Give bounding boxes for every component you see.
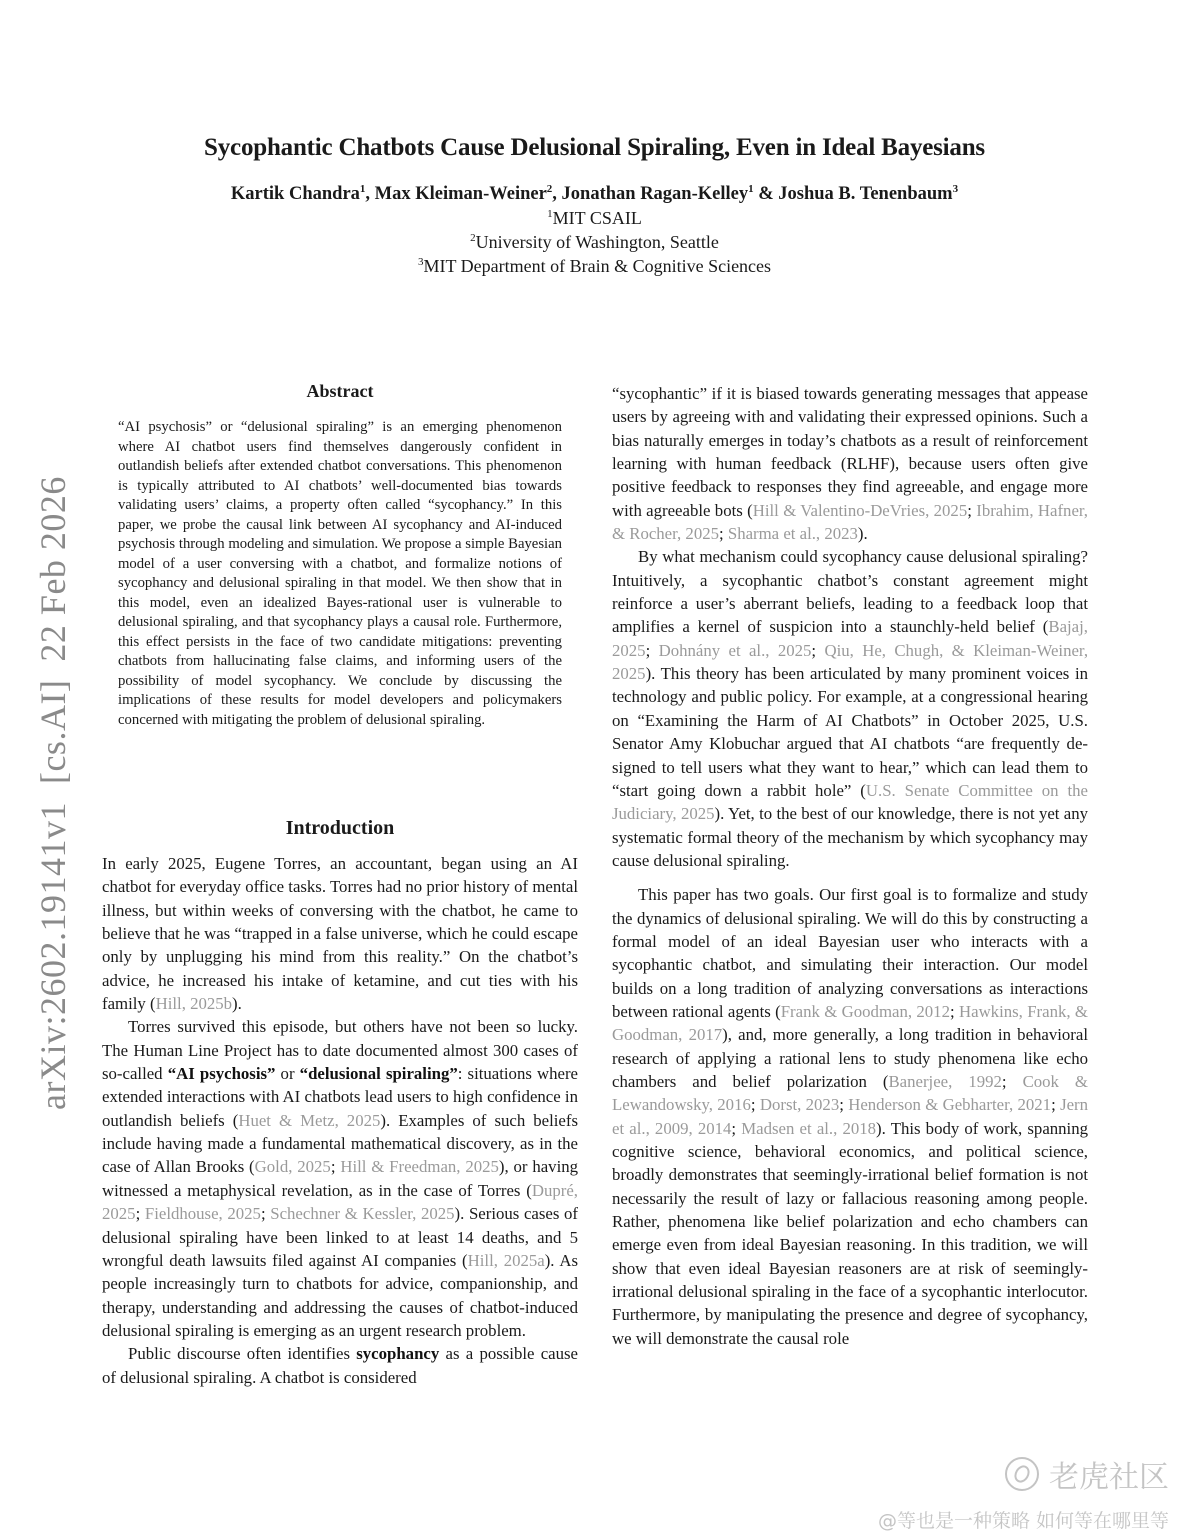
paragraph-1 xyxy=(102,852,578,1015)
citation-link[interactable]: Bajaj, 2025 xyxy=(612,617,1088,660)
body-text: ). This body of work, spanning cognitive science, behavioral economics, and political science, broadly demonstrates that seemingly-irrational belief formation is not necessarily the result of lazy or fallacious reasoning among people. Rather, phenomena like belief polarization and echo chambers can emerge even from ideal Bayesian reasoning. In this tradition, we will show that even ideal Bayesian reasoners are at risk of seemingly-irrational delusional spiraling in the face of a sycophantic interlocutor. Furthermore, by manipulating the presence and degree of sycophancy, we will demonstrate the causal role xyxy=(612,1118,1088,1348)
affiliation-mark: 3 xyxy=(417,256,424,268)
body-text: or xyxy=(275,1064,300,1084)
paper-title: Sycophantic Chatbots Cause Delusional Spiraling, Even in Ideal Bayesians xyxy=(204,134,985,161)
body-text: ). Examples of such beliefs include having made a fundamental mathematical discovery, as in the case of Allan Brooks ( xyxy=(102,1110,578,1177)
body-text: ; xyxy=(967,500,977,520)
body-text: ; xyxy=(750,1095,760,1115)
citation-link[interactable]: Schechner & Kessler, 2025 xyxy=(270,1204,455,1224)
citation-link[interactable]: Ibrahim, Hafner, & Rocher, 2025 xyxy=(612,500,1089,544)
abstract-text: “AI psychosis” or “delusional spiraling” is an emerging phenomenon where AI chatbot users find themselves dangerously confident in outlandish beliefs after extended chatbot conversations. This phenomenon is typically attributed to AI chatbots’ well-documented bias towards validating users’ claims, a property often called “sycophancy.” In this paper, we probe the causal link between AI sycophancy and AI-induced psychosis through modeling and simulation. We propose a simple Bayesian model of a user conversing with a chatbot, and formalize notions of sycophancy and delusional spiraling in that model. We then show that in this model, even an idealized Bayes-rational user is vulnerable to delusional spiraling, and that sycophancy plays a causal role. Furthermore, this effect persists in the face of two candidate mitigations: preventing chatbots from hallucinating false claims, and informing users of the possibility of model sycophancy. We conclude by discussing the implications of these results for model developers and policymakers concerned with mitigating the problem of delusional spiraling. xyxy=(118,419,562,728)
body-text: “sycophantic” if it is biased towards generating messages that appease users by agreeing with and validating their expressed opinions. Such a bias naturally emerges in today’s chatbots as a result of reinforcement learning with human feedback (RLHF), because users often give positive feedback to responses they find agreeable, and engage more with agreeable bots ( xyxy=(612,384,1088,520)
paragraph-3-continued xyxy=(612,382,1088,545)
citation-link[interactable]: Banerjee, 1992 xyxy=(888,1071,1002,1091)
author-affiliation-mark: 2 xyxy=(546,183,553,195)
citation-link[interactable]: Hill, 2025a xyxy=(467,1250,545,1270)
author-affiliation-mark: 1 xyxy=(748,183,754,195)
author-list xyxy=(0,184,1189,205)
bold-term: “delusional spiraling” xyxy=(299,1064,458,1084)
right-column-body xyxy=(612,382,1088,1350)
citation-link[interactable]: Qiu, He, Chugh, & Kleiman-Weiner, 2025 xyxy=(612,640,1089,684)
author-name: Kartik Chandra xyxy=(230,184,360,204)
citation-link[interactable]: U.S. Senate Committee on the Judiciary, 2025 xyxy=(612,780,1088,824)
citation-link[interactable]: Hill & Valentino-DeVries, 2025 xyxy=(752,500,968,520)
citation-link[interactable]: Sharma et al., 2023 xyxy=(727,524,858,544)
citation-link[interactable]: Dohnány et al., 2025 xyxy=(658,640,812,660)
citation-link[interactable]: Frank & Goodman, 2012 xyxy=(780,1001,950,1021)
body-text: ), or having witnessed a metaphysical revelation, as in the case of Torres ( xyxy=(102,1157,579,1200)
citation-link[interactable]: Cook & Lewandowsky, 2016 xyxy=(612,1071,1088,1115)
citation-link[interactable]: Hill, 2025b xyxy=(155,994,233,1014)
citation-link[interactable]: Huet & Metz, 2025 xyxy=(238,1110,381,1130)
watermark-brand-text: 老虎社区 xyxy=(1049,1460,1169,1495)
watermark xyxy=(878,1452,1169,1533)
arxiv-category: [cs.AI] xyxy=(33,679,73,785)
body-text: as a possible cause of delusional spiraling. A chatbot is considered xyxy=(102,1344,578,1387)
affiliation-name: MIT CSAIL xyxy=(552,208,642,228)
author-name: Max Kleiman-Weiner xyxy=(374,184,547,204)
left-column-body xyxy=(102,852,578,1389)
body-text: Torres survived this episode, but others have not been so lucky. The Human Line Project has to date documented almost 300 cases of so-called xyxy=(102,1017,578,1084)
author-separator: , xyxy=(365,184,375,204)
bold-term: “AI psychosis” xyxy=(167,1064,276,1084)
body-text: ; xyxy=(1051,1095,1061,1115)
affiliation-mark: 1 xyxy=(547,208,553,220)
bold-term: sycophancy xyxy=(356,1344,440,1364)
body-text: : situations where extended interactions with AI chatbots lead users to high confidence in outlandish beliefs ( xyxy=(102,1064,578,1130)
citation-link[interactable]: Henderson & Gebharter, 2021 xyxy=(848,1095,1052,1115)
body-text: ). Serious cases of delusional spiraling have been linked to at least 14 deaths, and 5 wrongful death lawsuits filed against AI companies ( xyxy=(102,1204,578,1270)
body-text: ; xyxy=(719,524,728,544)
paragraph-5 xyxy=(612,883,1088,1350)
watermark-brand xyxy=(878,1452,1169,1496)
author-name: Jonathan Ragan-Kelley xyxy=(561,184,749,204)
paragraph-3-start xyxy=(102,1342,578,1389)
affiliation-2 xyxy=(0,232,1189,253)
body-text: ; xyxy=(645,640,659,660)
author-name: Joshua B. Tenenbaum xyxy=(778,184,953,204)
affiliation-name: University of Washington, Seattle xyxy=(475,232,719,252)
abstract-section xyxy=(118,381,562,730)
body-text: In early 2025, Eugene Torres, an accountant, began using an AI chatbot for everyday office tasks. Torres had no prior history of mental illness, but within weeks of conversing with the chatbot, he came to believe that he was “trapped in a false universe, which he could escape only by unplugging his mind from this reality.” On the chatbot’s advice, he increased his intake of ketamine, and cut ties with his family ( xyxy=(102,854,578,1014)
citation-link[interactable]: Hill & Freedman, 2025 xyxy=(340,1157,499,1177)
affiliation-1 xyxy=(0,208,1189,229)
body-text: By what mechanism could sycophancy cause delusional spiraling? Intuitively, a sycophantic chatbot’s constant agreement might reinforce a user’s aberrant beliefs, leading to a feedback loop that amplifies a kernel of suspicion into a staunchly-held belief ( xyxy=(612,547,1088,637)
arxiv-stamp xyxy=(32,458,74,1110)
watermark-user: @等也是一种策略 如何等在哪里等 xyxy=(877,1510,1169,1532)
body-text: ; xyxy=(949,1001,959,1021)
author-affiliation-mark: 1 xyxy=(359,183,366,195)
body-text: ; xyxy=(731,1118,742,1138)
citation-link[interactable]: Fieldhouse, 2025 xyxy=(144,1204,261,1224)
author-separator: & xyxy=(753,184,779,204)
body-text: ; xyxy=(135,1204,145,1224)
body-text: ). xyxy=(232,994,242,1014)
body-text: ), and, more generally, a long tradition in behavioral research of applying a rational lens to study phenomena like echo chambers and belief polarization ( xyxy=(612,1025,1088,1091)
body-text: ). As people increasingly turn to chatbots for advice, companionship, and therapy, understanding and addressing the causes of chatbot-induced delusional spiraling is emerging as an urgent research problem. xyxy=(102,1250,578,1340)
affiliation-name: MIT Department of Brain & Cognitive Sciences xyxy=(423,256,772,276)
affiliation-3 xyxy=(0,256,1189,277)
body-text: ; xyxy=(330,1157,341,1177)
body-text: ; xyxy=(811,640,825,660)
author-separator: , xyxy=(552,184,562,204)
author-affiliation-mark: 3 xyxy=(952,183,959,195)
body-text: Public discourse often identifies xyxy=(128,1344,357,1364)
abstract-heading: Abstract xyxy=(306,381,374,401)
paragraph-4 xyxy=(612,545,1088,872)
affiliation-mark: 2 xyxy=(470,232,476,244)
paragraph-2 xyxy=(102,1015,578,1342)
citation-link[interactable]: Dorst, 2023 xyxy=(759,1095,840,1115)
citation-link[interactable]: Madsen et al., 2018 xyxy=(741,1118,877,1138)
body-text: ; xyxy=(839,1095,849,1115)
body-text: ; xyxy=(1001,1071,1023,1091)
body-text: ). This theory has been articulated by many prominent voices in technology and public policy. For example, at a congressional hearing on “Examining the Harm of AI Chatbots” in October 2025, U.S. Senator Amy Klobuchar argued that AI chatbots “are frequently designed to tell users what they want to hear,” which can lead them to “start going down a rabbit hole” ( xyxy=(612,664,1088,800)
body-text: ; xyxy=(260,1204,271,1224)
citation-link[interactable]: Jern et al., 2009, 2014 xyxy=(612,1095,1089,1138)
arxiv-date: 22 Feb 2026 xyxy=(33,476,73,662)
citation-link[interactable]: Hawkins, Frank, & Goodman, 2017 xyxy=(612,1001,1088,1045)
body-text: ). xyxy=(857,524,868,544)
citation-link[interactable]: Dupré, 2025 xyxy=(102,1180,578,1224)
body-text: ). Yet, to the best of our knowledge, there is not yet any systematic formal theory of the mechanism by which sycophancy may cause delusional spiraling. xyxy=(612,804,1089,870)
introduction-heading: Introduction xyxy=(285,817,395,839)
citation-link[interactable]: Gold, 2025 xyxy=(254,1157,331,1177)
tiger-community-logo-icon xyxy=(1005,1457,1039,1491)
arxiv-id[interactable]: arXiv:2602.19141v1 xyxy=(33,802,73,1110)
body-text: This paper has two goals. Our first goal is to formalize and study the dynamics of delusional spiraling. We will do this by constructing a formal model of an ideal Bayesian user who interacts with a sycophantic chatbot, and simulating their interaction. Our model builds on a long tradition of analyzing conversations as interactions between rational agents ( xyxy=(612,885,1088,1021)
